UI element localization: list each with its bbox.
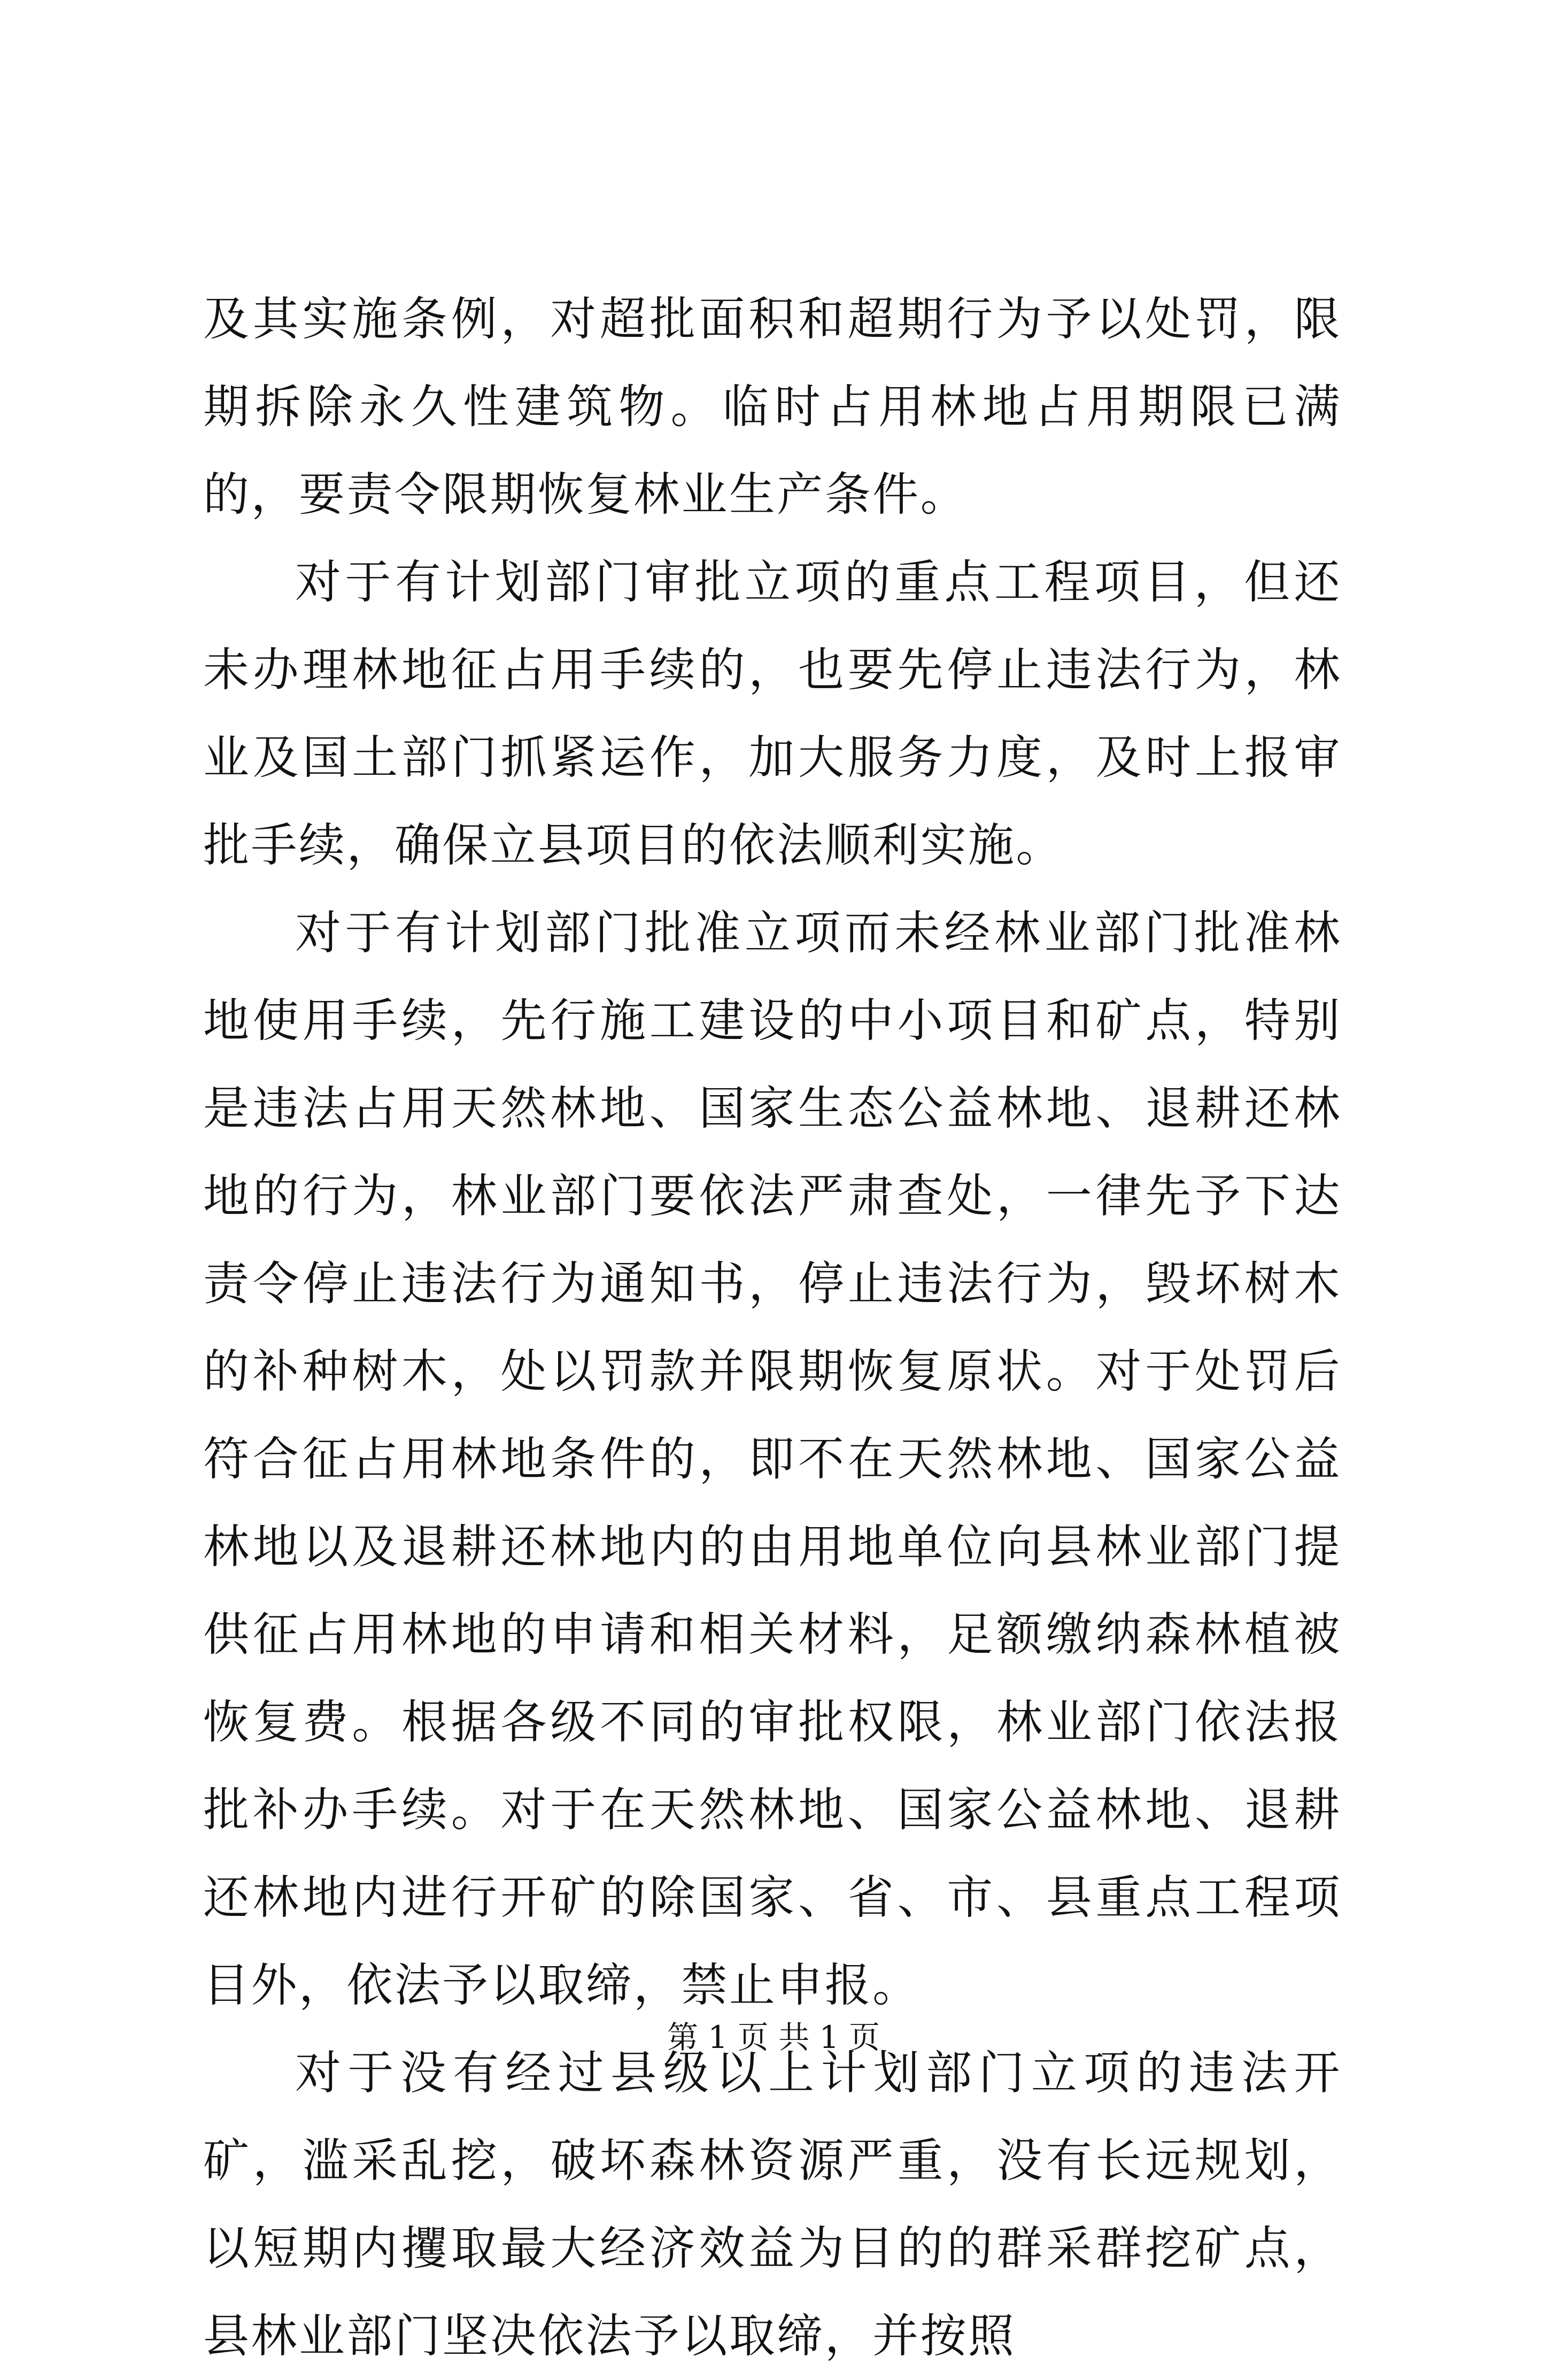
paragraph-3: 对于有计划部门批准立项而未经林业部门批准林地使用手续，先行施工建设的中小项目和矿点，特别是违法占用天然林地、国家生态公益林地、退耕还林地的行为，林业部门要依法严肃查处，一律先予下达责令停止违法行为通知书，停止违法行为，毁坏树木的补种树木，处以罚款并限期恢复原状。对于处罚后符合征占用林地条件的，即不在天然林地、国家公益林地以及退耕还林地内的由用地单位向县林业部门提供征占用林地的申请和相关材料，足额缴纳森林植被恢复费。根据各级不同的审批权限，林业部门依法报批补办手续。对于在天然林地、国家公益林地、退耕还林地内进行开矿的除国家、省、市、县重点工程项目外，依法予以取缔，禁止申报。 xyxy=(203,906,1342,2012)
page-number-footer: 第 1 页 共 1 页 xyxy=(667,2019,880,2055)
document-body xyxy=(203,275,1342,2380)
paragraph-2: 对于有计划部门审批立项的重点工程项目，但还未办理林地征占用手续的，也要先停止违法行为，林业及国土部门抓紧运作，加大服务力度，及时上报审批手续，确保立县项目的依法顺利实施。 xyxy=(203,556,1342,872)
paragraph-4: 对于没有经过县级以上计划部门立项的违法开矿，滥采乱挖，破坏森林资源严重，没有长远规划，以短期内攫取最大经济效益为目的的群采群挖矿点，县林业部门坚决依法予以取缔，并按照 xyxy=(203,2046,1342,2363)
paragraph-1: 及其实施条例，对超批面积和超期行为予以处罚，限期拆除永久性建筑物。临时占用林地占用期限已满的，要责令限期恢复林业生产条件。 xyxy=(203,292,1342,521)
